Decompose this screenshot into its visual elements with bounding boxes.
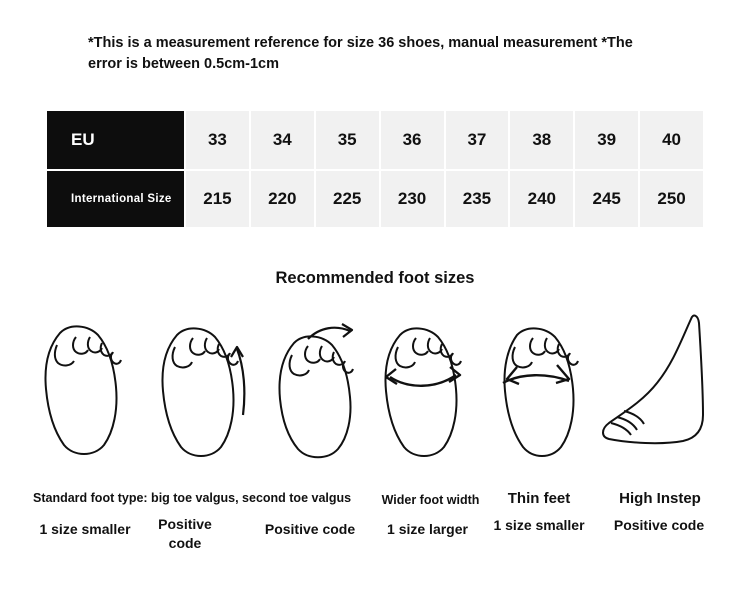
table-cell: 33	[185, 110, 250, 170]
row-header-international-size: International Size	[46, 170, 185, 228]
thin-foot-caption: 1 size smaller	[493, 517, 585, 533]
table-cell: 37	[445, 110, 510, 170]
standard-foot-type-label: Standard foot type: big toe valgus, second toe valgus	[33, 491, 352, 505]
wide-foot-caption: 1 size larger	[387, 521, 468, 537]
table-cell: 220	[250, 170, 315, 228]
table-row	[46, 110, 704, 170]
table-cell: 34	[250, 110, 315, 170]
table-cell: 215	[185, 170, 250, 228]
section-title: Recommended foot sizes	[275, 269, 475, 287]
table-cell: 225	[315, 170, 380, 228]
big-toe-valgus-foot-icon	[145, 305, 260, 465]
row-header-eu: EU	[46, 110, 185, 170]
thin-foot-label: Thin feet	[507, 490, 571, 507]
measurement-note: *This is a measurement reference for size 36 shoes, manual measurement *The error is between 0.5cm-1cm	[88, 35, 633, 73]
wide-foot-label: Wider foot width	[381, 493, 480, 507]
foot-diagram-row	[0, 305, 750, 475]
second-toe-valgus-caption: Positive code	[264, 521, 356, 537]
big-toe-valgus-caption: Positive code	[158, 516, 212, 551]
table-cell: 38	[509, 110, 574, 170]
wide-foot-icon	[370, 305, 490, 465]
high-instep-foot-icon	[595, 305, 725, 465]
table-cell: 245	[574, 170, 639, 228]
high-instep-label: High Instep	[619, 490, 701, 507]
table-cell: 230	[380, 170, 445, 228]
table-cell: 35	[315, 110, 380, 170]
table-cell: 39	[574, 110, 639, 170]
table-cell: 36	[380, 110, 445, 170]
table-row	[46, 170, 704, 228]
table-cell: 240	[509, 170, 574, 228]
table-cell: 40	[639, 110, 704, 170]
table-cell: 235	[445, 170, 510, 228]
standard-foot-icon	[30, 305, 140, 465]
high-instep-caption: Positive code	[613, 517, 705, 533]
standard-foot-caption: 1 size smaller	[39, 521, 131, 537]
thin-foot-icon	[485, 305, 600, 465]
size-conversion-table	[45, 109, 705, 229]
second-toe-valgus-foot-icon	[258, 305, 378, 465]
table-cell: 250	[639, 170, 704, 228]
